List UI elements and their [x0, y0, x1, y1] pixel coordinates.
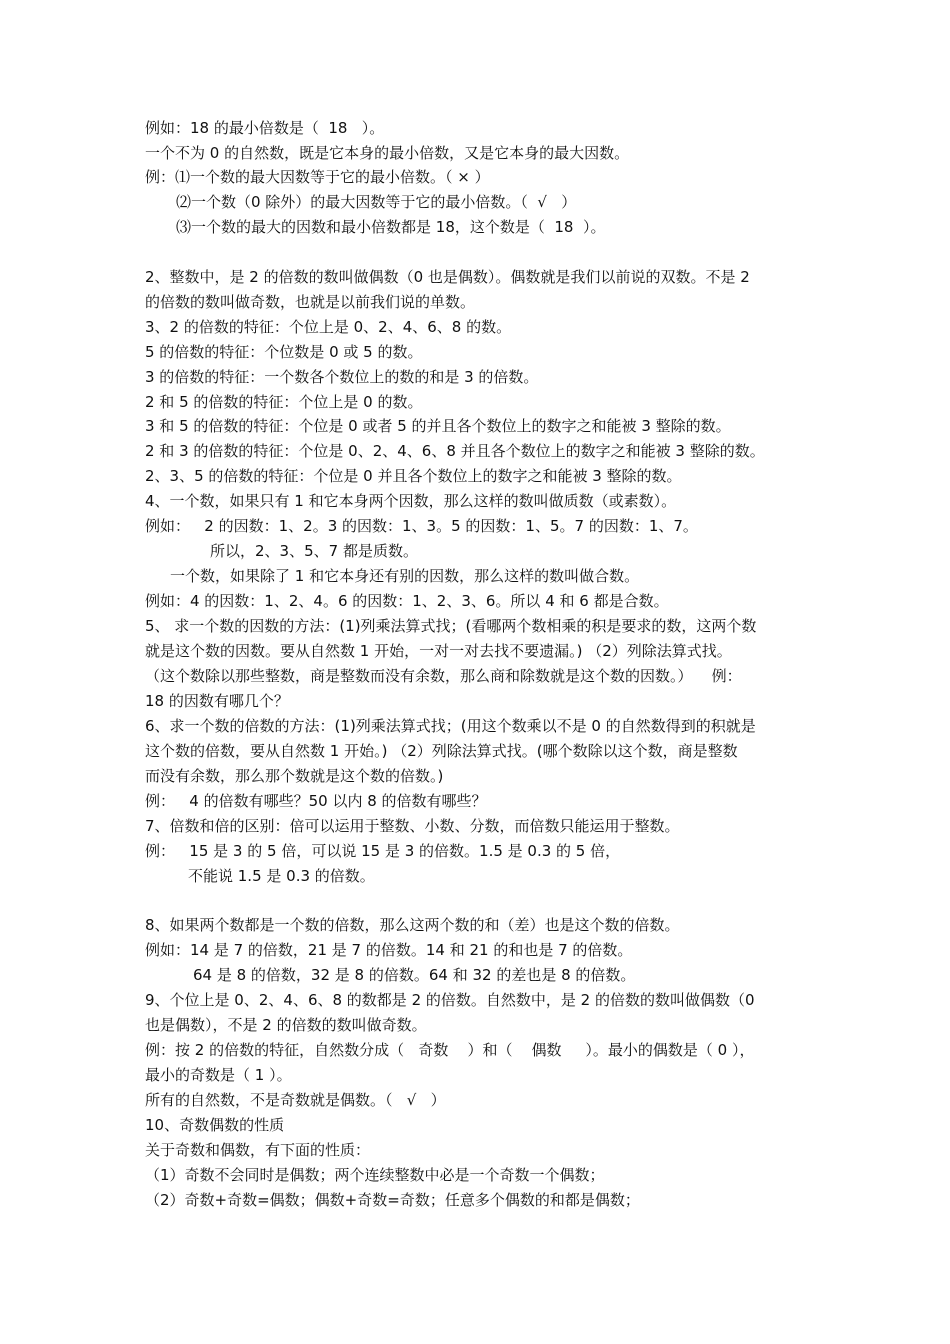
text-line: 例如：14 是 7 的倍数，21 是 7 的倍数。14 和 21 的和也是 7 的倍数。: [145, 941, 633, 959]
text-line: 7、倍数和倍的区别：倍可以运用于整数、小数、分数，而倍数只能运用于整数。: [145, 817, 680, 835]
text-line: 就是这个数的因数。要从自然数 1 开始，一对一对去找不要遗漏。) （2）列除法算式找。: [145, 642, 732, 660]
text-line: 2、整数中，是 2 的倍数的数叫做偶数（0 也是偶数）。偶数就是我们以前说的双数。不是 2: [145, 268, 750, 286]
text-line: （1）奇数不会同时是偶数；两个连续整数中必是一个奇数一个偶数；: [145, 1166, 605, 1184]
text-line: 2、3、5 的倍数的特征：个位是 0 并且各个数位上的数字之和能被 3 整除的数。: [145, 467, 682, 485]
text-line: 也是偶数），不是 2 的倍数的数叫做奇数。: [145, 1016, 427, 1034]
text-line: 5 的倍数的特征：个位数是 0 或 5 的数。: [145, 343, 423, 361]
text-line: 3 的倍数的特征：一个数各个数位上的数的和是 3 的倍数。: [145, 368, 539, 386]
text-line: 例：按 2 的倍数的特征，自然数分成（ 奇数 ）和（ 偶数 ）。最小的偶数是（ 0 ），: [145, 1041, 755, 1059]
text-line: 所有的自然数，不是奇数就是偶数。（ √ ）: [145, 1091, 446, 1109]
text-line: 这个数的倍数，要从自然数 1 开始。) （2）列除法算式找。(哪个数除以这个数，商是整数: [145, 742, 738, 760]
text-line: 64 是 8 的倍数，32 是 8 的倍数。64 和 32 的差也是 8 的倍数。: [193, 966, 636, 984]
text-line: 最小的奇数是（ 1 ）。: [145, 1066, 292, 1084]
text-line: ⑵一个数（0 除外）的最大因数等于它的最小倍数。（ √ ）: [176, 193, 577, 211]
text-line: ⑶一个数的最大的因数和最小倍数都是 18，这个数是（ 18 ）。: [176, 218, 606, 236]
text-line: 9、个位上是 0、2、4、6、8 的数都是 2 的倍数。自然数中，是 2 的倍数的数叫做偶数（0: [145, 991, 755, 1009]
text-line: （2）奇数+奇数=偶数；偶数+奇数=奇数；任意多个偶数的和都是偶数；: [145, 1191, 640, 1209]
text-line: 10、奇数偶数的性质: [145, 1116, 285, 1134]
text-line: （这个数除以那些整数，商是整数而没有余数，那么商和除数就是这个数的因数。） 例：: [145, 667, 742, 685]
text-line: 18 的因数有哪几个？: [145, 692, 289, 710]
text-line: 3、2 的倍数的特征：个位上是 0、2、4、6、8 的数。: [145, 318, 512, 336]
text-line: 例如：18 的最小倍数是（ 18 ）。: [145, 119, 385, 137]
text-line: 例： 15 是 3 的 5 倍，可以说 15 是 3 的倍数。1.5 是 0.3 的 5 倍，: [145, 842, 621, 860]
text-line: 6、求一个数的倍数的方法：(1)列乘法算式找；(用这个数乘以不是 0 的自然数得到的积就是: [145, 717, 756, 735]
text-line: 2 和 5 的倍数的特征：个位上是 0 的数。: [145, 393, 423, 411]
text-line: 例如： 2 的因数：1、2。3 的因数：1、3。5 的因数：1、5。7 的因数：1、7。: [145, 517, 698, 535]
text-line: 所以，2、3、5、7 都是质数。: [210, 542, 418, 560]
text-line: 例如：4 的因数：1、2、4。6 的因数：1、2、3、6。所以 4 和 6 都是合数。: [145, 592, 669, 610]
text-line: 而没有余数，那么那个数就是这个数的倍数。): [145, 767, 444, 785]
text-line: 5、 求一个数的因数的方法：(1)列乘法算式找；(看哪两个数相乘的积是要求的数，这两个数: [145, 617, 757, 635]
text-line: 一个数，如果除了 1 和它本身还有别的因数，那么这样的数叫做合数。: [170, 567, 640, 585]
text-line: 3 和 5 的倍数的特征：个位是 0 或者 5 的并且各个数位上的数字之和能被 3 整除的数。: [145, 417, 731, 435]
text-line: 不能说 1.5 是 0.3 的倍数。: [188, 867, 375, 885]
text-line: 关于奇数和偶数，有下面的性质：: [145, 1141, 371, 1159]
text-line: 例： 4 的倍数有哪些？50 以内 8 的倍数有哪些？: [145, 792, 487, 810]
text-line: 2 和 3 的倍数的特征：个位是 0、2、4、6、8 并且各个数位上的数字之和能被 3 整除的数。: [145, 442, 765, 460]
text-line: 8、如果两个数都是一个数的倍数，那么这两个数的和（差）也是这个数的倍数。: [145, 916, 680, 934]
text-line: 4、一个数，如果只有 1 和它本身两个因数，那么这样的数叫做质数（或素数）。: [145, 492, 677, 510]
text-line: 例：⑴一个数的最大因数等于它的最小倍数。（ × ）: [145, 168, 490, 186]
text-line: 一个不为 0 的自然数，既是它本身的最小倍数，又是它本身的最大因数。: [145, 144, 630, 162]
text-line: 的倍数的数叫做奇数，也就是以前我们说的单数。: [145, 293, 476, 311]
